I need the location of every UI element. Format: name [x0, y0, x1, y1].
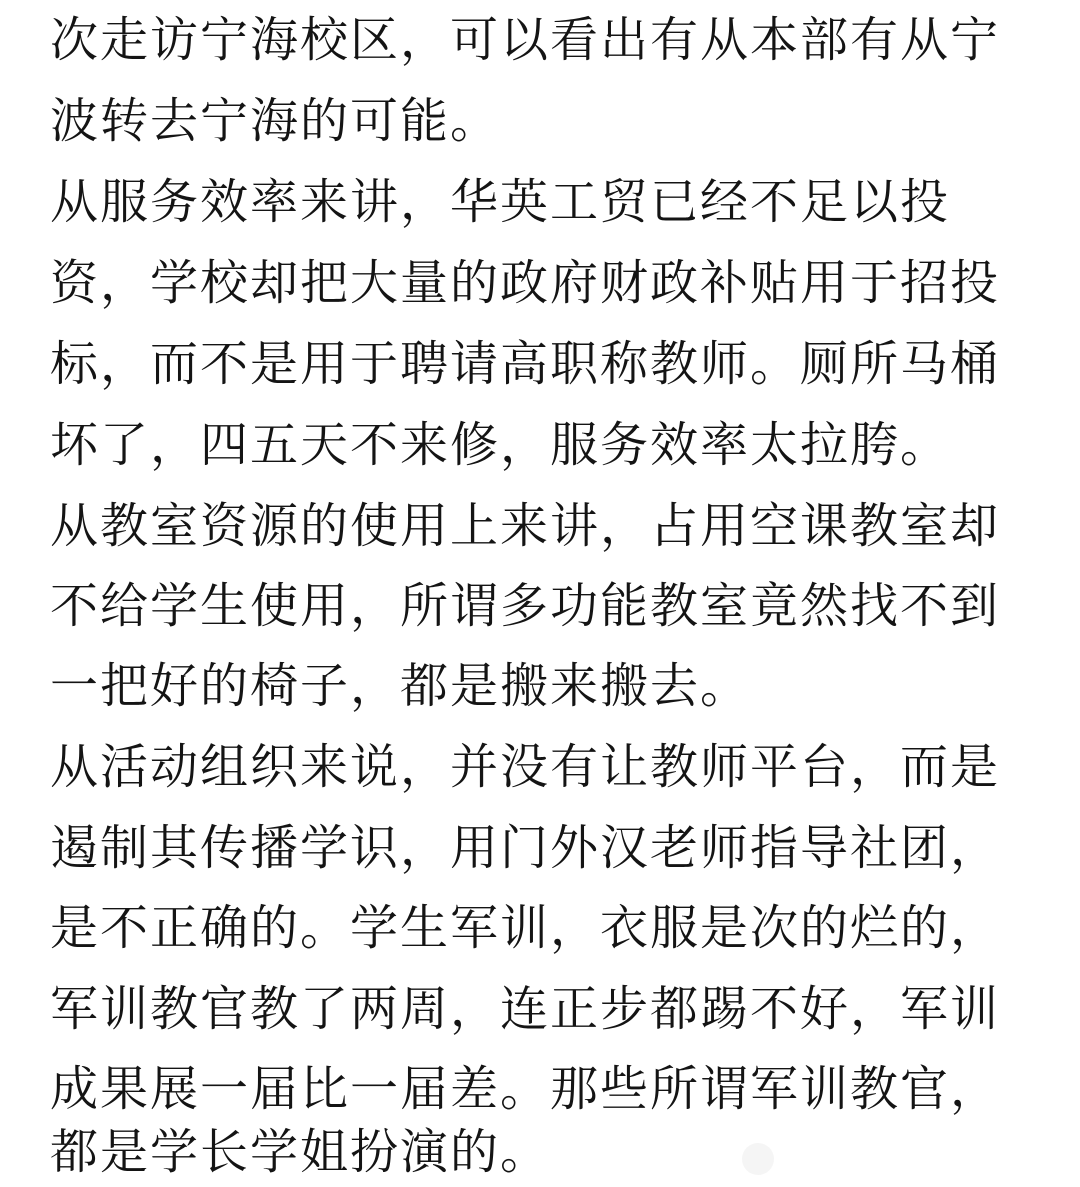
- text-line: 从服务效率来讲，华英工贸已经不足以投: [50, 174, 951, 230]
- text-line: 波转去宁海的可能。: [50, 93, 501, 149]
- watermark-icon: [742, 1143, 774, 1175]
- text-line: 是不正确的。学生军训，衣服是次的烂的，: [50, 900, 1001, 956]
- text-line: 从活动组织来说，并没有让教师平台，而是: [50, 739, 1001, 795]
- text-line: 坏了，四五天不来修，服务效率太拉胯。: [50, 417, 951, 473]
- text-line: 成果展一届比一届差。那些所谓军训教官，: [50, 1061, 1001, 1117]
- text-line: 一把好的椅子，都是搬来搬去。: [50, 658, 751, 714]
- text-line: 标，而不是用于聘请高职称教师。厕所马桶: [50, 336, 1001, 392]
- text-line: 资，学校却把大量的政府财政补贴用于招投: [50, 255, 1001, 311]
- text-line: 遏制其传播学识，用门外汉老师指导社团，: [50, 820, 1001, 876]
- text-line: 不给学生使用，所谓多功能教室竟然找不到: [50, 578, 1001, 634]
- text-line: 军训教官教了两周，连正步都踢不好，军训: [50, 981, 1001, 1037]
- text-line: 都是学长学姐扮演的。: [50, 1124, 551, 1180]
- text-line: 次走访宁海校区，可以看出有从本部有从宁: [50, 12, 1001, 68]
- text-line: 从教室资源的使用上来讲，占用空课教室却: [50, 498, 1001, 554]
